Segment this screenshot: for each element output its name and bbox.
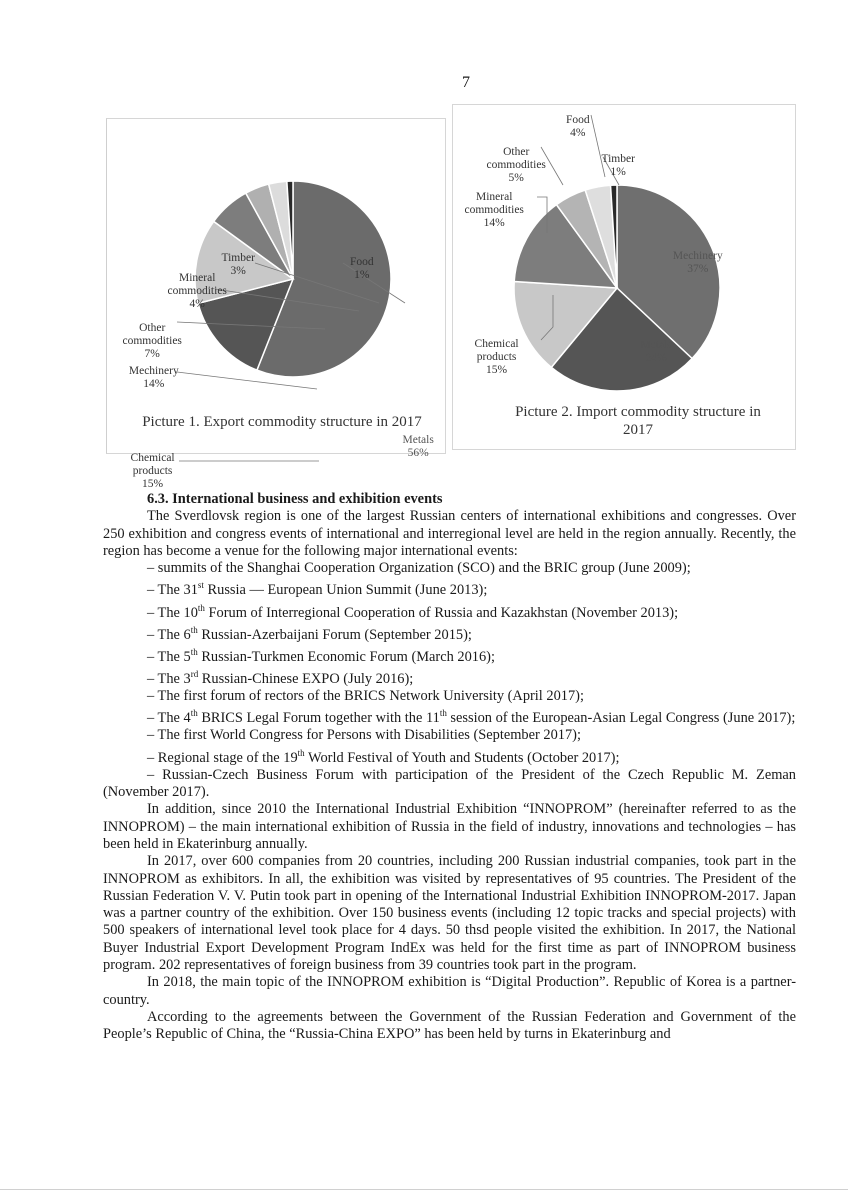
event-item: – The 4th BRICS Legal Forum together with the 11th session of the European-Asian Legal Congress (June 2017); [147,708,796,727]
event-item: – Russian-Czech Business Forum with participation of the President of the Czech Republic M. Zeman (November 2017). [103,766,796,801]
import-pie-svg [453,105,795,449]
event-item: – The 6th Russian-Azerbaijani Forum (September 2015); [147,624,472,643]
event-item: – The first World Congress for Persons with Disabilities (September 2017); [147,727,581,744]
page-number: 7 [462,74,470,91]
slice-label: Food 1% [349,256,374,281]
slice-label: Mechinery 14% [128,365,179,390]
slice-label: Timber 3% [221,252,255,277]
slice-label: Chemical products 15% [130,452,175,490]
slice-label: Mineral commodities 14% [464,191,524,229]
section-body [103,491,796,1043]
event-item: – The 3rd Russian-Chinese EXPO (July 2016); [147,668,414,687]
events-list [103,560,796,801]
slice-label: Mineral commodities 4% [167,272,227,310]
event-item: – The 10th Forum of Interregional Cooperation of Russia and Kazakhstan (November 2013); [147,602,679,621]
slice-label: Other commodities 7% [122,322,182,360]
slice-label: Food 4% [565,114,590,139]
slice-label: Metals 24% [640,339,672,364]
paragraph-innoprom-2018: In 2018, the main topic of the INNOPROM exhibition is “Digital Production”. Republic of Korea is a partner-country. [103,974,796,1008]
section-heading: 6.3. International business and exhibition events [147,491,443,507]
section-intro: The Sverdlovsk region is one of the largest Russian centers of international exhibitions and congresses. Over 250 exhibition and congress events of international and interregional level are held in the region annually. Recently, the region has become a venue for the following major international events: [103,508,796,559]
slice-label: Metals 56% [402,434,434,459]
slice-label: Chemical products 15% [474,338,519,376]
import-chart-caption: Picture 2. Import commodity structure in 2017 [515,404,761,438]
event-item: – summits of the Shanghai Cooperation Organization (SCO) and the BRIC group (June 2009); [147,560,691,577]
event-item: – The 5th Russian-Turkmen Economic Forum (March 2016); [147,646,495,665]
event-item: – Regional stage of the 19th World Festival of Youth and Students (October 2017); [147,747,620,766]
slice-label: Timber 1% [601,153,635,178]
export-pie-chart [106,118,446,490]
event-item: – The first forum of rectors of the BRICS Network University (April 2017); [147,687,584,704]
paragraph-innoprom-2017: In 2017, over 600 companies from 20 countries, including 200 Russian industrial companies, took part in the INNOPROM as exhibitors. In all, the exhibition was visited by representatives of 95 countries. The President of the Russian Federation V. V. Putin took part in opening of the International Industrial Exhibition INNOPROM-2017. Japan was a partner country of the exhibition. Over 150 business events (including 12 topic tracks and special projects) with 500 speakers of international level took place for 4 days. 50 thsd people visited the exhibition. In 2017, the National Buyer Industrial Export Development Program IndEx was held for the first time as part of INNOPROM business program. 202 representatives of foreign business from 39 countries took part in the program. [103,853,796,973]
export-chart-caption: Picture 1. Export commodity structure in 2017 [142,414,422,430]
import-pie-chart [452,104,796,450]
leader-line [591,115,605,177]
event-item: – The 31st Russia — European Union Summit (June 2013); [147,580,488,599]
paragraph-russia-china-expo: According to the agreements between the Government of the Russian Federation and Government of the People’s Republic of China, the “Russia-China EXPO” has been held by turns in Ekaterinburg and [103,1008,796,1043]
export-pie-svg [107,119,445,490]
slice-label: Mechinery 37% [672,250,723,275]
footer-line [0,1189,848,1190]
slice-label: Other commodities 5% [486,146,546,184]
paragraph-innoprom: In addition, since 2010 the International Industrial Exhibition “INNOPROM” (hereinafter referred to as the INNOPROM) – the main international exhibition of Russia in the field of industry, innovations and technologies – has been held in Ekaterinburg annually. [103,801,796,852]
